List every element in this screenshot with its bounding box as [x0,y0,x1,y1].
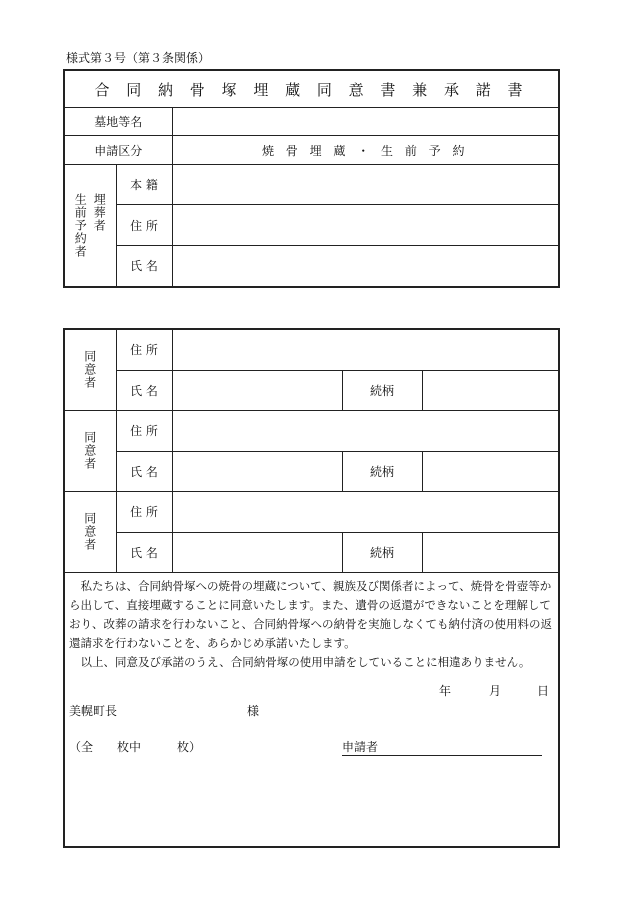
category-value[interactable]: 焼 骨 埋 蔵 ・ 生 前 予 約 [172,136,559,165]
form-number: 様式第３号（第３条関係） [66,51,211,65]
address-label: 住 所 [116,205,172,246]
applicant-signature[interactable]: 申請者 [342,738,542,756]
honorific: 様 [247,703,260,718]
name-label: 氏 名 [116,246,172,287]
consenter-1-relation-field[interactable] [422,370,559,410]
consenter-2-address-label: 住 所 [116,410,172,451]
declaration-cell [64,572,559,847]
consenter-1-address-label: 住 所 [116,329,172,370]
consenter-3-label: 同意者 [82,512,97,551]
consenter-2-relation-label: 続柄 [342,451,422,491]
consenter-2-relation-field[interactable] [422,451,559,491]
grave-field[interactable] [172,108,559,136]
burial-label-col2: 生前予約者 [73,192,88,258]
honseki-label: 本 籍 [116,165,172,205]
honseki-field[interactable] [172,165,559,205]
consenter-1-address-field[interactable] [172,329,559,370]
consenter-3-name-field[interactable] [172,532,342,572]
date-day[interactable]: 日 [537,683,550,698]
consenter-1-label-cell [64,329,116,410]
category-label: 申請区分 [64,136,172,165]
grave-label: 墓地等名 [64,108,172,136]
application-table [63,69,560,288]
sheet-count[interactable]: （全 枚中 枚） [69,739,202,754]
burial-label-col1: 埋葬者 [92,192,107,232]
declaration-para1: 私たちは、合同納骨塚への焼骨の埋蔵について、親族及び関係者によって、焼骨を骨壺等から出して、直接埋蔵することに同意いたします。また、遺骨の返還ができないことを理解しており、改葬の請求を行わないこと、合同納骨塚への納骨を実施しなくても納付済の使用料の返還請求を行わないことを、あらかじめ承諾いたします。 [69,578,552,650]
name-field[interactable] [172,246,559,287]
consent-table [63,328,560,848]
date-month[interactable]: 月 [489,683,502,698]
consenter-3-name-label: 氏 名 [116,532,172,572]
consenter-3-address-label: 住 所 [116,491,172,532]
consenter-2-name-label: 氏 名 [116,451,172,491]
consenter-1-name-label: 氏 名 [116,370,172,410]
form-title: 合 同 納 骨 塚 埋 蔵 同 意 書 兼 承 諾 書 [64,70,559,108]
date-year[interactable]: 年 [439,683,452,698]
consenter-2-label: 同意者 [82,431,97,470]
consenter-1-name-field[interactable] [172,370,342,410]
consenter-1-relation-label: 続柄 [342,370,422,410]
consenter-1-label: 同意者 [82,350,97,390]
consenter-2-label-cell [64,410,116,491]
consenter-3-label-cell [64,491,116,572]
addressee: 美幌町長 [69,703,118,718]
burial-person-label [64,165,116,287]
signature-area [69,672,556,846]
consenter-3-address-field[interactable] [172,491,559,532]
consenter-2-name-field[interactable] [172,451,342,491]
consenter-3-relation-label: 続柄 [342,532,422,572]
declaration-para2: 以上、同意及び承諾のうえ、合同納骨塚の使用申請をしていることに相違ありません。 [80,654,531,669]
consenter-2-address-field[interactable] [172,410,559,451]
address-field[interactable] [172,205,559,246]
consenter-3-relation-field[interactable] [422,532,559,572]
